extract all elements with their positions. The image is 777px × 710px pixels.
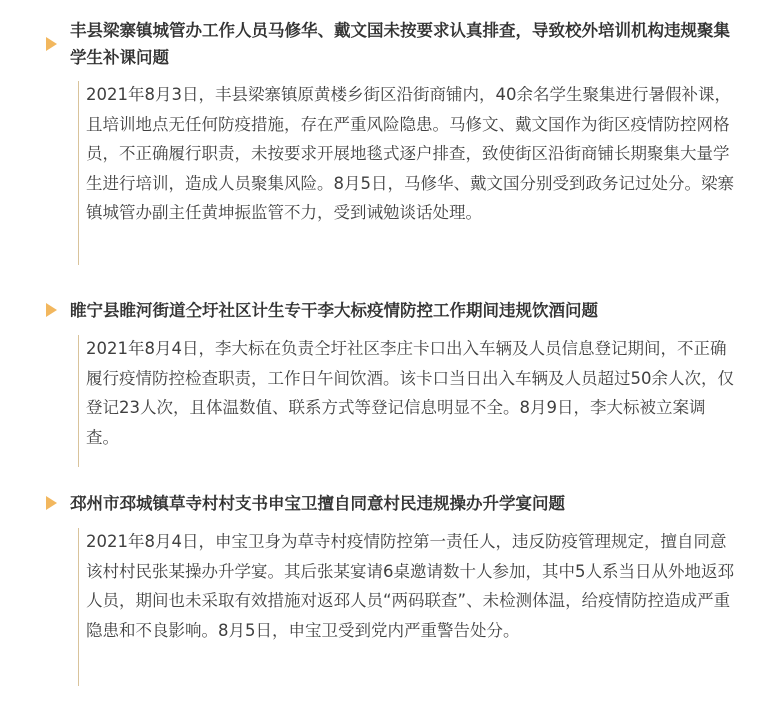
article-2-body-block: [78, 335, 777, 467]
article-2-body: 2021年8月4日，李大标在负责仝圩社区李庄卡口出入车辆及人员信息登记期间，不正确履行疫情防控检查职责，工作日午间饮酒。该卡口当日出入车辆及人员超过50余人次，仅登记23人次，且体温数值、联系方式等登记信息明显不全。8月9日，李大标被立案调查。: [86, 339, 734, 447]
article-1-heading: [0, 17, 777, 71]
article-2-title: 睢宁县睢河街道仝圩社区计生专干李大标疫情防控工作期间违规饮酒问题: [70, 301, 598, 320]
article-1: [0, 17, 777, 265]
article-2-heading: [0, 297, 777, 324]
article-3: [0, 490, 777, 686]
triangle-bullet-icon: [46, 496, 57, 510]
article-1-title: 丰县梁寨镇城管办工作人员马修华、戴文国未按要求认真排查，导致校外培训机构违规聚集学生补课问题: [70, 21, 730, 67]
article-2: [0, 297, 777, 467]
article-1-body: 2021年8月3日，丰县梁寨镇原黄楼乡街区沿街商铺内，40余名学生聚集进行暑假补课，且培训地点无任何防疫措施，存在严重风险隐患。马修文、戴文国作为街区疫情防控网格员，不正确履行职责，未按要求开展地毯式逐户排查，致使街区沿街商铺长期聚集大量学生进行培训，造成人员聚集风险。8月5日，马修华、戴文国分别受到政务记过处分。梁寨镇城管办副主任黄坤振监管不力，受到诫勉谈话处理。: [86, 85, 734, 222]
article-3-body: 2021年8月4日，申宝卫身为草寺村疫情防控第一责任人，违反防疫管理规定，擅自同意该村村民张某操办升学宴。其后张某宴请6桌邀请数十人参加，其中5人系当日从外地返邳人员，期间也未采取有效措施对返邳人员“两码联查”、未检测体温，给疫情防控造成严重隐患和不良影响。8月5日，申宝卫受到党内严重警告处分。: [86, 532, 734, 640]
triangle-bullet-icon: [46, 37, 57, 51]
article-1-body-block: [78, 81, 777, 265]
article-3-body-block: [78, 528, 777, 686]
article-3-title: 邳州市邳城镇草寺村村支书申宝卫擅自同意村民违规操办升学宴问题: [70, 494, 565, 513]
triangle-bullet-icon: [46, 303, 57, 317]
article-3-heading: [0, 490, 777, 517]
